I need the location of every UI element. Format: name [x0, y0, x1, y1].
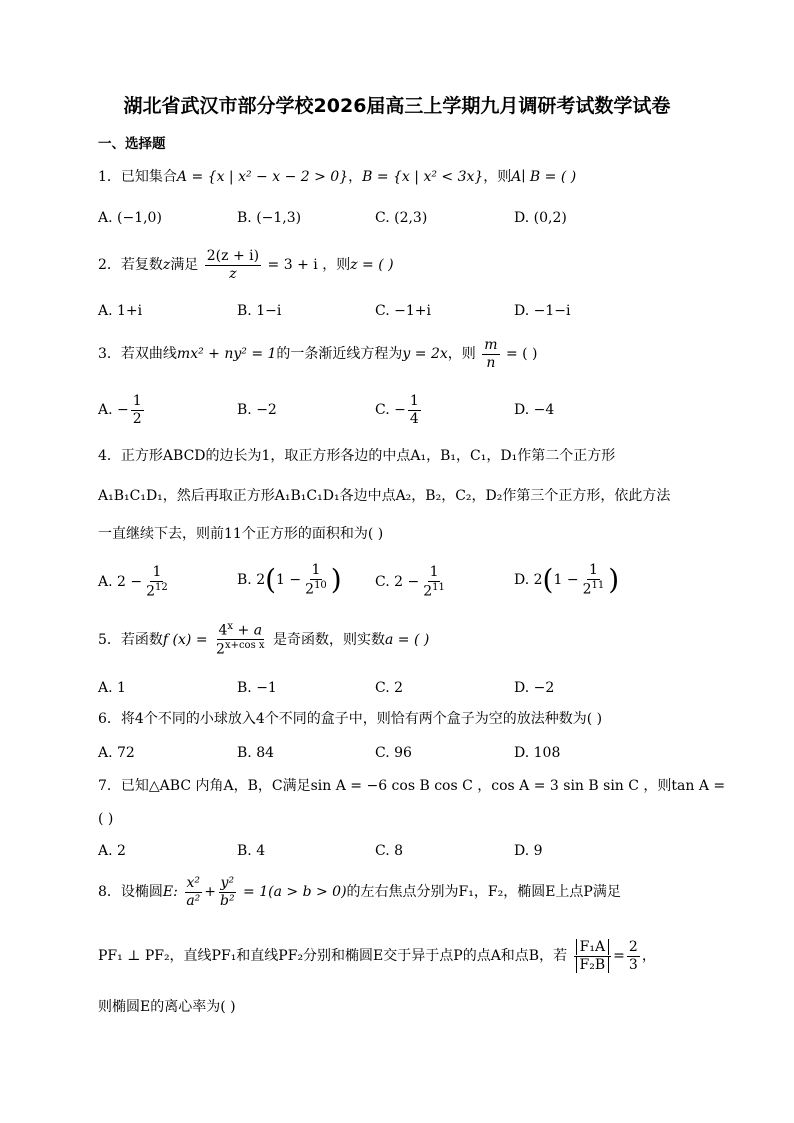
- q4-opt-d-rparen: ): [608, 563, 620, 597]
- q5-frac-num: [217, 622, 265, 640]
- q1-sep: ，: [348, 169, 363, 185]
- q7-option-b[interactable]: B. 4: [237, 843, 266, 859]
- q4-opt-b-num: 1: [311, 562, 321, 578]
- q8-text-b: 的左右焦点分别为F₁，F₂，椭圆E上点P满足: [346, 884, 621, 901]
- q4-opt-a-den-exp: 12: [155, 581, 168, 593]
- q3-opt-a-frac: [131, 394, 144, 426]
- question-3: [98, 338, 538, 370]
- q3-frac-num: m: [484, 337, 498, 353]
- q3-option-b[interactable]: B. −2: [237, 402, 277, 418]
- q7-option-a[interactable]: A. 2: [98, 843, 126, 859]
- q5-num-exp: x: [227, 621, 234, 632]
- q4-opt-b-den: [303, 580, 329, 597]
- q4-opt-b-pre: B. 2: [237, 572, 266, 589]
- question-8-line-2: [98, 940, 656, 972]
- question-4-line-3: 一直继续下去，则前11个正方形的面积和为( ): [98, 526, 384, 542]
- q4-opt-d-pre: D. 2: [514, 572, 543, 589]
- q8-y2: y²: [220, 875, 235, 891]
- q4-opt-a-pre: A. 2 −: [98, 574, 143, 591]
- q4-option-c[interactable]: [375, 565, 449, 599]
- q1-text-b: ，则: [483, 169, 512, 185]
- q8-line2-text: PF₁ ⊥ PF₂，直线PF₁和直线PF₂分别和椭圆E交于异于点P的点A和点B，若: [98, 948, 568, 965]
- q4-opt-c-pre: C. 2 −: [375, 574, 420, 591]
- q3-eq: mx² + ny² = 1: [176, 346, 277, 363]
- question-6: 6．将4个不同的小球放入4个不同的盒子中，则恰有两个盒子为空的放法种数为( ): [98, 711, 603, 727]
- q1-option-a[interactable]: A. (−1,0): [98, 210, 162, 226]
- q8-ratio-num-abs: F₁A: [576, 939, 609, 955]
- q3-opt-c-num: 1: [409, 393, 419, 409]
- q2-frac-num: 2(z + i): [206, 248, 260, 264]
- q7-option-c[interactable]: C. 8: [375, 843, 404, 859]
- q3-text-d: = ( ): [505, 346, 538, 363]
- q4-opt-b-frac: [303, 563, 329, 597]
- q2-option-d[interactable]: D. −1−i: [514, 303, 571, 319]
- question-7-line-2: ( ): [98, 811, 114, 827]
- q4-opt-b-lparen: (: [265, 563, 277, 597]
- q4-option-b[interactable]: [237, 563, 342, 597]
- q1-expr: A∣ B = ( ): [511, 169, 577, 185]
- q2-text-d: z = ( ): [350, 257, 394, 274]
- q8-x2: x²: [186, 875, 201, 891]
- q6-option-c[interactable]: C. 96: [375, 745, 412, 761]
- q5-option-a[interactable]: A. 1: [98, 680, 126, 696]
- question-8-line-3: 则椭圆E的离心率为( ): [98, 999, 236, 1015]
- q6-option-d[interactable]: D. 108: [514, 745, 561, 761]
- q3-text-c: ，则: [447, 346, 476, 363]
- q3-text: 3．若双曲线: [98, 346, 177, 363]
- q3-fraction: [482, 338, 499, 370]
- q8-frac-x: [184, 876, 202, 908]
- q4-opt-c-den-exp: 11: [432, 581, 445, 593]
- q8-b2: b²: [220, 892, 235, 909]
- q8-ratio-den-abs: F₂B: [576, 957, 610, 973]
- q1-text: 1．已知集合: [98, 169, 177, 185]
- q8-plus: +: [204, 884, 217, 901]
- q8-text: 8．设椭圆: [98, 884, 163, 901]
- q3-opt-c-sign: C. −: [375, 402, 406, 419]
- q5-den-base: 2: [216, 642, 225, 658]
- q1-option-c[interactable]: C. (2,3): [375, 210, 428, 226]
- q4-opt-c-frac: [421, 565, 447, 599]
- q4-opt-d-den: [581, 580, 607, 597]
- section-heading: 一、选择题: [98, 136, 166, 152]
- q1-option-b[interactable]: B. (−1,3): [237, 210, 302, 226]
- q3-asym: y = 2x: [402, 346, 448, 363]
- q4-opt-b-one: 1 −: [276, 572, 302, 589]
- q7-option-d[interactable]: D. 9: [514, 843, 543, 859]
- q5-option-b[interactable]: B. −1: [237, 680, 277, 696]
- q4-opt-d-num: 1: [588, 562, 598, 578]
- q5-den-exp: x+cos x: [224, 640, 265, 652]
- q2-option-c[interactable]: C. −1+i: [375, 303, 431, 319]
- q5-fx: f (x) =: [162, 631, 208, 648]
- q8-ratio-num: [574, 940, 611, 957]
- question-2: [98, 249, 394, 281]
- q6-option-a[interactable]: A. 72: [98, 745, 135, 761]
- q4-opt-c-den: [421, 582, 447, 599]
- q2-var: z: [162, 257, 171, 274]
- q8-ratio: [574, 940, 612, 972]
- q3-option-d[interactable]: D. −4: [514, 402, 555, 418]
- q2-text-c: = 3 + i ，则: [267, 257, 351, 274]
- q4-opt-c-den-base: 2: [423, 583, 433, 600]
- q3-opt-a-sign: A. −: [98, 402, 129, 419]
- question-8-line-1: [98, 876, 621, 908]
- q3-option-c[interactable]: [375, 394, 423, 426]
- q5-num-base: 4: [218, 622, 228, 639]
- q2-option-a[interactable]: A. 1+i: [98, 303, 143, 319]
- q4-opt-d-frac: [581, 563, 607, 597]
- q2-text: 2．若复数: [98, 257, 163, 274]
- q5-text-b: 是奇函数，则实数: [272, 631, 385, 648]
- question-4-line-1: 4．正方形ABCD的边长为1，取正方形各边的中点A₁，B₁，C₁，D₁作第二个正方形: [98, 448, 616, 464]
- q2-text-b: 满足: [170, 257, 199, 274]
- question-5: [98, 622, 429, 658]
- q8-val-num: 2: [628, 939, 638, 955]
- q6-option-b[interactable]: B. 84: [237, 745, 275, 761]
- q2-frac-den: z: [229, 265, 237, 282]
- q8-comma: ，: [641, 948, 656, 965]
- q4-opt-a-den-base: 2: [146, 583, 156, 600]
- q8-value: [627, 940, 640, 972]
- q4-option-a[interactable]: [98, 565, 172, 599]
- q4-opt-a-frac: [144, 565, 170, 599]
- q5-frac-den: [214, 640, 267, 657]
- question-1: [98, 170, 576, 184]
- q4-opt-b-rparen: ): [330, 563, 342, 597]
- q3-text-b: 的一条渐近线方程为: [276, 346, 403, 363]
- q8-eq: =: [613, 948, 625, 965]
- q8-val-den: 3: [628, 956, 638, 973]
- q2-option-b[interactable]: B. 1−i: [237, 303, 282, 319]
- q5-option-d[interactable]: D. −2: [514, 680, 555, 696]
- q3-opt-a-den: 2: [132, 410, 142, 427]
- q4-opt-d-den-exp: 11: [591, 579, 605, 591]
- q5-text: 5．若函数: [98, 631, 163, 648]
- q5-option-c[interactable]: C. 2: [375, 680, 404, 696]
- q8-cond: = 1(a > b > 0): [243, 884, 347, 901]
- q4-opt-c-num: 1: [429, 564, 439, 580]
- q8-a2: a²: [186, 892, 201, 909]
- q4-opt-d-one: 1 −: [553, 572, 579, 589]
- q4-opt-b-den-exp: 10: [314, 579, 327, 591]
- question-7-line-1: 7．已知△ABC 内角A，B，C满足sin A = −6 cos B cos C ，cos A = 3 sin B sin C ，则tan A =: [98, 778, 726, 794]
- q8-frac-y: [218, 876, 237, 908]
- q3-option-a[interactable]: [98, 394, 146, 426]
- q5-fraction: [214, 622, 267, 658]
- q4-option-d[interactable]: [514, 563, 619, 597]
- q3-opt-c-den: 4: [409, 410, 419, 427]
- q3-frac-den: n: [486, 354, 496, 371]
- q8-ratio-den: [574, 957, 612, 973]
- q4-opt-a-num: 1: [152, 564, 162, 580]
- q2-fraction: [205, 249, 261, 281]
- q8-ellipse-label: E:: [162, 884, 178, 901]
- q5-num-rest: + a: [233, 622, 263, 639]
- question-4-line-2: A₁B₁C₁D₁，然后再取正方形A₁B₁C₁D₁各边中点A₂，B₂，C₂，D₂作第三个正方形，依此方法: [98, 488, 671, 504]
- q1-option-d[interactable]: D. (0,2): [514, 210, 567, 226]
- page-title: 湖北省武汉市部分学校2026届高三上学期九月调研考试数学试卷: [123, 95, 671, 117]
- q3-opt-a-num: 1: [132, 393, 142, 409]
- q4-opt-b-den-base: 2: [305, 581, 315, 598]
- q1-set-b: B = {x | x² < 3x}: [362, 169, 484, 185]
- q4-opt-a-den: [144, 582, 170, 599]
- q3-opt-c-frac: [408, 394, 421, 426]
- q4-opt-d-den-base: 2: [582, 581, 592, 598]
- q4-opt-d-lparen: (: [542, 563, 554, 597]
- q5-text-c: a = ( ): [384, 631, 430, 648]
- q1-set-a: A = {x | x² − x − 2 > 0}: [176, 169, 349, 185]
